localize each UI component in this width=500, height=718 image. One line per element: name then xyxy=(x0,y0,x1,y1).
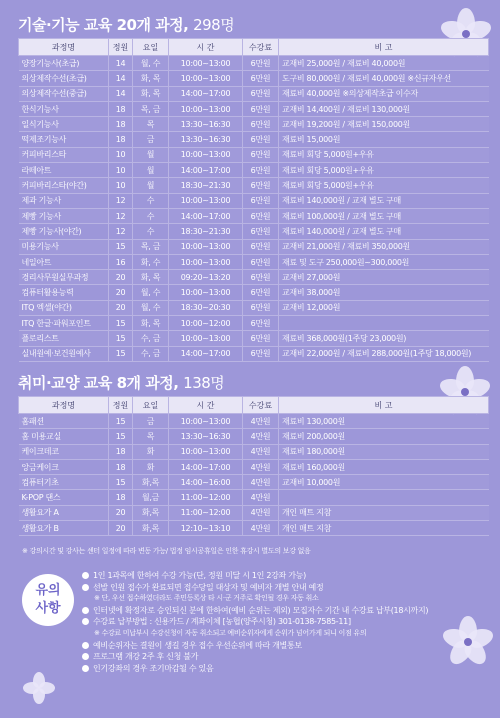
fee-cell: 4만원 xyxy=(243,429,279,444)
capacity-cell: 18 xyxy=(109,459,133,474)
notice-badge xyxy=(22,574,74,626)
table-row xyxy=(19,475,489,490)
table-row xyxy=(19,117,489,132)
day-cell: 화 xyxy=(133,459,169,474)
table-row xyxy=(19,178,489,193)
table-row xyxy=(19,459,489,474)
notice-text: 예비순위자는 결원이 생길 경우 접수 우선순위에 따라 개별통보 xyxy=(93,640,302,650)
note-cell: 재료비 140,000원 / 교재 별도 구매 xyxy=(279,193,489,208)
note-cell: 도구비 80,000원 / 재료비 40,000원 ※신규자우선 xyxy=(279,71,489,86)
note-cell: 재료비 368,000원(1주당 23,000원) xyxy=(279,331,489,346)
capacity-cell: 15 xyxy=(109,346,133,361)
capacity-cell: 14 xyxy=(109,56,133,71)
bullet-icon xyxy=(82,653,89,660)
table-row xyxy=(19,86,489,101)
notice-text: ※ 수강료 미납부시 수강신청이 자동 취소되고 예비순위자에게 순위가 넘어가게 되니 이점 유의 xyxy=(94,628,367,637)
day-cell: 화,목 xyxy=(133,505,169,520)
notice-item xyxy=(82,663,488,675)
fee-cell: 6만원 xyxy=(243,71,279,86)
day-cell: 금 xyxy=(133,414,169,429)
table-row xyxy=(19,346,489,361)
notice-item xyxy=(82,605,488,617)
note-cell: 교재비 27,000원 xyxy=(279,270,489,285)
notice-item xyxy=(82,582,488,594)
section-hobby-courses xyxy=(18,372,488,536)
notice-item xyxy=(82,651,488,663)
capacity-cell: 15 xyxy=(109,429,133,444)
table-row xyxy=(19,254,489,269)
table-row xyxy=(19,208,489,223)
course-name-cell: 컴퓨터기초 xyxy=(19,475,109,490)
table-row xyxy=(19,71,489,86)
section-count: 138명 xyxy=(183,374,225,392)
course-name-cell: 케이크데코 xyxy=(19,444,109,459)
table-row xyxy=(19,490,489,505)
capacity-cell: 10 xyxy=(109,163,133,178)
column-header: 수강료 xyxy=(243,39,279,56)
notice-text: ※ 단, 우선 접수하였더라도 주민등록상 타 시·군 거주로 확인될 경우 자동 취소 xyxy=(94,594,319,603)
day-cell: 월, 수 xyxy=(133,300,169,315)
capacity-cell: 16 xyxy=(109,254,133,269)
course-name-cell: 제빵 기능사 xyxy=(19,208,109,223)
notice-text: 선발 인원 접수가 완료되면 접수당일 대상자 및 예비자 개별 안내 예정 xyxy=(93,582,324,592)
bullet-icon xyxy=(82,584,89,591)
fee-cell: 6만원 xyxy=(243,147,279,162)
fee-cell: 6만원 xyxy=(243,300,279,315)
section-title-text: 취미·교양 교육 8개 과정, xyxy=(18,374,179,392)
fee-cell: 6만원 xyxy=(243,117,279,132)
note-cell: 재료비 130,000원 xyxy=(279,414,489,429)
course-name-cell: 제과 기능사 xyxy=(19,193,109,208)
fee-cell: 6만원 xyxy=(243,346,279,361)
table-row xyxy=(19,429,489,444)
fee-cell: 4만원 xyxy=(243,490,279,505)
bullet-icon xyxy=(82,665,89,672)
note-cell: 교재비 12,000원 xyxy=(279,300,489,315)
course-name-cell: 홈 미용교실 xyxy=(19,429,109,444)
note-cell: 교재비 38,000원 xyxy=(279,285,489,300)
course-name-cell: 의상제작수선(중급) xyxy=(19,86,109,101)
notice-item xyxy=(82,570,488,582)
time-cell: 10:00~13:00 xyxy=(169,285,243,300)
day-cell: 수 xyxy=(133,224,169,239)
time-cell: 14:00~16:00 xyxy=(169,475,243,490)
note-cell: 교재비 25,000원 / 재료비 40,000원 xyxy=(279,56,489,71)
capacity-cell: 14 xyxy=(109,86,133,101)
fee-cell: 6만원 xyxy=(243,208,279,223)
course-name-cell: 생활요가 A xyxy=(19,505,109,520)
table-row xyxy=(19,521,489,536)
course-name-cell: 홈패션 xyxy=(19,414,109,429)
day-cell: 화, 목 xyxy=(133,316,169,331)
day-cell: 목, 금 xyxy=(133,101,169,116)
note-cell: 재료비 160,000원 xyxy=(279,459,489,474)
bullet-icon xyxy=(82,642,89,649)
day-cell: 월 xyxy=(133,178,169,193)
capacity-cell: 14 xyxy=(109,71,133,86)
course-name-cell: 커피바리스타(야간) xyxy=(19,178,109,193)
course-name-cell: 플로리스트 xyxy=(19,331,109,346)
day-cell: 화, 목 xyxy=(133,86,169,101)
fee-cell: 6만원 xyxy=(243,163,279,178)
time-cell: 12:10~13:10 xyxy=(169,521,243,536)
day-cell: 월 xyxy=(133,147,169,162)
note-cell xyxy=(279,316,489,331)
course-table xyxy=(18,396,489,536)
capacity-cell: 15 xyxy=(109,331,133,346)
time-cell: 18:30~21:30 xyxy=(169,224,243,239)
course-name-cell: 네일아트 xyxy=(19,254,109,269)
note-cell: 재료비 15,000원 xyxy=(279,132,489,147)
column-header: 정원 xyxy=(109,397,133,414)
capacity-cell: 20 xyxy=(109,521,133,536)
course-name-cell: 일식기능사 xyxy=(19,117,109,132)
day-cell: 월 xyxy=(133,163,169,178)
column-header: 시 간 xyxy=(169,397,243,414)
notice-list xyxy=(82,570,488,674)
time-cell: 10:00~13:00 xyxy=(169,56,243,71)
time-cell: 10:00~13:00 xyxy=(169,147,243,162)
fee-cell: 4만원 xyxy=(243,505,279,520)
column-header: 비 고 xyxy=(279,39,489,56)
note-cell: 교재비 10,000원 xyxy=(279,475,489,490)
notice-text: 인터넷에 확정자로 승인되신 분에 한하여(예비 순위는 제외) 모집자수 기간 내 수강료 납부(18시까지) xyxy=(93,605,429,615)
fee-cell: 6만원 xyxy=(243,331,279,346)
day-cell: 화,목 xyxy=(133,475,169,490)
fee-cell: 4만원 xyxy=(243,521,279,536)
section-technical-courses xyxy=(18,14,488,362)
table-row xyxy=(19,300,489,315)
day-cell: 월,금 xyxy=(133,490,169,505)
table-row xyxy=(19,270,489,285)
day-cell: 수 xyxy=(133,193,169,208)
capacity-cell: 12 xyxy=(109,193,133,208)
section-title xyxy=(18,372,488,394)
day-cell: 화, 목 xyxy=(133,270,169,285)
capacity-cell: 20 xyxy=(109,270,133,285)
course-name-cell: 실내원예·보건원예사 xyxy=(19,346,109,361)
capacity-cell: 18 xyxy=(109,101,133,116)
column-header: 시 간 xyxy=(169,39,243,56)
table-row xyxy=(19,505,489,520)
time-cell: 14:00~17:00 xyxy=(169,208,243,223)
course-name-cell: 커피바리스타 xyxy=(19,147,109,162)
fee-cell: 4만원 xyxy=(243,414,279,429)
fee-cell: 6만원 xyxy=(243,86,279,101)
notice-item xyxy=(82,628,488,640)
table-row xyxy=(19,331,489,346)
course-name-cell: 의상제작수선(초급) xyxy=(19,71,109,86)
notice-text: 인기강좌의 경우 조기마감될 수 있음 xyxy=(93,663,214,673)
fee-cell: 6만원 xyxy=(243,239,279,254)
note-cell: 개인 매트 지참 xyxy=(279,505,489,520)
note-cell: 재료비 40,000원 ※의상제작초급 이수자 xyxy=(279,86,489,101)
course-name-cell: ITQ 엑셀(야간) xyxy=(19,300,109,315)
fee-cell: 6만원 xyxy=(243,56,279,71)
capacity-cell: 18 xyxy=(109,444,133,459)
day-cell: 금 xyxy=(133,132,169,147)
note-cell: 재료비 180,000원 xyxy=(279,444,489,459)
capacity-cell: 15 xyxy=(109,414,133,429)
time-cell: 10:00~13:00 xyxy=(169,254,243,269)
course-name-cell: 앙금케이크 xyxy=(19,459,109,474)
section-title xyxy=(18,14,488,36)
note-cell: 교재비 19,200원 / 재료비 150,000원 xyxy=(279,117,489,132)
capacity-cell: 20 xyxy=(109,300,133,315)
day-cell: 목 xyxy=(133,117,169,132)
table-row xyxy=(19,56,489,71)
note-cell: 교재비 22,000원 / 재료비 288,000원(1주당 18,000원) xyxy=(279,346,489,361)
table-row xyxy=(19,285,489,300)
time-cell: 10:00~13:00 xyxy=(169,331,243,346)
day-cell: 목 xyxy=(133,429,169,444)
column-header: 비 고 xyxy=(279,397,489,414)
fee-cell: 6만원 xyxy=(243,270,279,285)
day-cell: 화 xyxy=(133,444,169,459)
capacity-cell: 18 xyxy=(109,117,133,132)
table-row xyxy=(19,224,489,239)
day-cell: 화, 수 xyxy=(133,254,169,269)
note-cell: 재료비 140,000원 / 교재 별도 구매 xyxy=(279,224,489,239)
fee-cell: 4만원 xyxy=(243,475,279,490)
time-cell: 18:30~21:30 xyxy=(169,178,243,193)
time-cell: 11:00~12:00 xyxy=(169,505,243,520)
column-header: 과정명 xyxy=(19,397,109,414)
time-cell: 14:00~17:00 xyxy=(169,346,243,361)
table-row xyxy=(19,444,489,459)
time-cell: 13:30~16:30 xyxy=(169,117,243,132)
table-row xyxy=(19,163,489,178)
table-row xyxy=(19,316,489,331)
table-row xyxy=(19,101,489,116)
day-cell: 월, 수 xyxy=(133,56,169,71)
course-name-cell: 떡제조기능사 xyxy=(19,132,109,147)
section-title-text: 기술·기능 교육 20개 과정, xyxy=(18,16,189,34)
capacity-cell: 10 xyxy=(109,178,133,193)
fee-cell: 6만원 xyxy=(243,132,279,147)
fee-cell: 6만원 xyxy=(243,316,279,331)
notice-item xyxy=(82,616,488,628)
time-cell: 11:00~12:00 xyxy=(169,490,243,505)
course-name-cell: 경리사무원실무과정 xyxy=(19,270,109,285)
notice-text: 1인 1과목에 한하여 수강 가능(단, 정원 미달 시 1인 2강좌 가능) xyxy=(93,571,306,580)
column-header: 요일 xyxy=(133,397,169,414)
note-cell: 교재비 14,400원 / 재료비 130,000원 xyxy=(279,101,489,116)
fee-cell: 6만원 xyxy=(243,285,279,300)
note-cell: 교재비 21,000원 / 재료비 350,000원 xyxy=(279,239,489,254)
table-row xyxy=(19,193,489,208)
time-cell: 09:20~13:20 xyxy=(169,270,243,285)
day-cell: 수 xyxy=(133,208,169,223)
capacity-cell: 12 xyxy=(109,224,133,239)
time-cell: 10:00~12:00 xyxy=(169,316,243,331)
fee-cell: 4만원 xyxy=(243,459,279,474)
table-row xyxy=(19,414,489,429)
fee-cell: 6만원 xyxy=(243,254,279,269)
note-cell: 재료비 회당 5,000원+우유 xyxy=(279,178,489,193)
time-cell: 13:30~16:30 xyxy=(169,132,243,147)
badge-line: 유의 xyxy=(35,583,61,598)
fee-cell: 6만원 xyxy=(243,224,279,239)
capacity-cell: 15 xyxy=(109,239,133,254)
course-name-cell: 양장기능사(초급) xyxy=(19,56,109,71)
course-name-cell: 라떼아트 xyxy=(19,163,109,178)
fee-cell: 6만원 xyxy=(243,101,279,116)
column-header: 과정명 xyxy=(19,39,109,56)
note-cell: 재료비 회당 5,000원+우유 xyxy=(279,147,489,162)
note-cell: 개인 매트 지참 xyxy=(279,521,489,536)
notice-box xyxy=(22,568,488,708)
section-count: 298명 xyxy=(193,16,235,34)
capacity-cell: 20 xyxy=(109,285,133,300)
notice-item xyxy=(82,593,488,605)
table-row xyxy=(19,239,489,254)
day-cell: 화,목 xyxy=(133,521,169,536)
course-name-cell: 제빵 기능사(야간) xyxy=(19,224,109,239)
fee-cell: 4만원 xyxy=(243,444,279,459)
capacity-cell: 15 xyxy=(109,475,133,490)
course-name-cell: 미용기능사 xyxy=(19,239,109,254)
time-cell: 10:00~13:00 xyxy=(169,71,243,86)
note-cell xyxy=(279,490,489,505)
time-cell: 13:30~16:30 xyxy=(169,429,243,444)
course-name-cell: 한식기능사 xyxy=(19,101,109,116)
time-cell: 14:00~17:00 xyxy=(169,163,243,178)
day-cell: 수, 금 xyxy=(133,346,169,361)
time-cell: 10:00~13:00 xyxy=(169,444,243,459)
notice-item xyxy=(82,640,488,652)
footnote: ※ 강의시간 및 강사는 센터 일정에 따라 변동 가능/ 법정 임시공휴일은 인한 휴강시 별도의 보강 없음 xyxy=(22,547,311,555)
bullet-icon xyxy=(82,572,89,579)
course-name-cell: K-POP 댄스 xyxy=(19,490,109,505)
time-cell: 10:00~13:00 xyxy=(169,101,243,116)
column-header: 수강료 xyxy=(243,397,279,414)
column-header: 정원 xyxy=(109,39,133,56)
time-cell: 10:00~13:00 xyxy=(169,414,243,429)
notice-text: 프로그램 개강 2주 후 신청 불가 xyxy=(93,652,199,662)
table-row xyxy=(19,132,489,147)
course-name-cell: 컴퓨터활용능력 xyxy=(19,285,109,300)
table-row xyxy=(19,147,489,162)
day-cell: 목, 금 xyxy=(133,239,169,254)
day-cell: 월, 수 xyxy=(133,285,169,300)
badge-line: 사항 xyxy=(35,601,61,616)
notice-text: 수강료 납부방법 : 신용카드 / 계좌이체 [농협(양주시청) 301-0138-7585-11] xyxy=(93,617,351,627)
day-cell: 화, 목 xyxy=(133,71,169,86)
capacity-cell: 15 xyxy=(109,316,133,331)
course-name-cell: ITQ 한글·파워포인트 xyxy=(19,316,109,331)
capacity-cell: 18 xyxy=(109,132,133,147)
note-cell: 재료비 200,000원 xyxy=(279,429,489,444)
time-cell: 14:00~17:00 xyxy=(169,86,243,101)
capacity-cell: 18 xyxy=(109,490,133,505)
day-cell: 수, 금 xyxy=(133,331,169,346)
fee-cell: 6만원 xyxy=(243,193,279,208)
bullet-icon xyxy=(82,607,89,614)
capacity-cell: 20 xyxy=(109,505,133,520)
capacity-cell: 12 xyxy=(109,208,133,223)
capacity-cell: 10 xyxy=(109,147,133,162)
column-header: 요일 xyxy=(133,39,169,56)
note-cell: 재료 및 도구 250,000원~300,000원 xyxy=(279,254,489,269)
time-cell: 18:30~20:30 xyxy=(169,300,243,315)
fee-cell: 6만원 xyxy=(243,178,279,193)
time-cell: 10:00~13:00 xyxy=(169,193,243,208)
course-name-cell: 생활요가 B xyxy=(19,521,109,536)
time-cell: 10:00~13:00 xyxy=(169,239,243,254)
course-table xyxy=(18,38,489,362)
note-cell: 재료비 100,000원 / 교재 별도 구매 xyxy=(279,208,489,223)
bullet-icon xyxy=(82,618,89,625)
time-cell: 14:00~17:00 xyxy=(169,459,243,474)
note-cell: 재료비 회당 5,000원+우유 xyxy=(279,163,489,178)
